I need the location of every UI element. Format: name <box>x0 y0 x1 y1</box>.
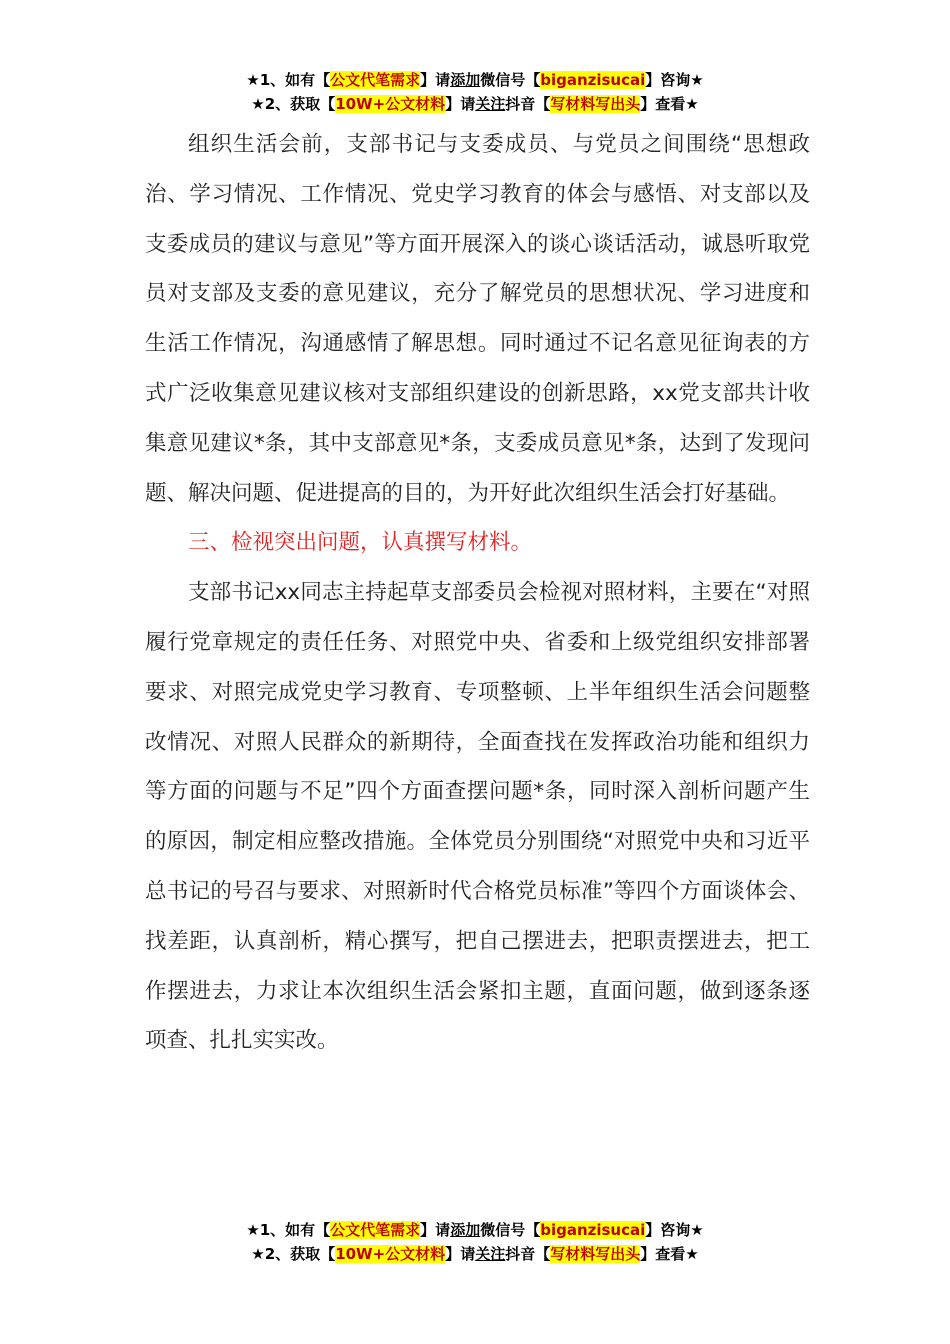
promo-text: 微信号【 <box>480 71 541 89</box>
promo-text: ★2、获取【 <box>251 95 336 113</box>
promo-text: ★1、如有【 <box>246 1221 331 1239</box>
promo-text: ★1、如有【 <box>246 71 331 89</box>
promo-wechat-id: biganzisucai <box>540 71 646 89</box>
promo-line-2 <box>0 1242 950 1266</box>
promo-text: ★2、获取【 <box>251 1245 336 1263</box>
promo-text: 】请 <box>445 1245 476 1263</box>
promo-text: 】请 <box>445 95 476 113</box>
promo-line-1 <box>0 68 950 92</box>
promo-line-1 <box>0 1218 950 1242</box>
promo-highlight: 公文代笔需求 <box>330 71 421 89</box>
promo-text: 】查看★ <box>640 1245 699 1263</box>
promo-underlined: 关注 <box>475 95 506 113</box>
promo-douyin-id: 写材料写出头 <box>550 1245 641 1263</box>
promo-text: 】请 <box>420 1221 451 1239</box>
promo-highlight: 10W+公文材料 <box>335 1245 446 1263</box>
promo-text: 】请 <box>420 71 451 89</box>
promo-text: 抖音【 <box>505 95 551 113</box>
promo-line-2 <box>0 92 950 116</box>
document-body <box>145 120 810 1066</box>
promo-text: 抖音【 <box>505 1245 551 1263</box>
promo-text: 微信号【 <box>480 1221 541 1239</box>
paragraph-pre-meeting-talks: 组织生活会前，支部书记与支委成员、与党员之间围绕“思想政治、学习情况、工作情况、党史学习教育的体会与感悟、对支部以及支委成员的建议与意见”等方面开展深入的谈心谈话活动，诚恳听取党员对支部及支委的意见建议，充分了解党员的思想状况、学习进度和生活工作情况，沟通感情了解思想。同时通过不记名意见征询表的方式广泛收集意见建议核对支部组织建设的创新思路，xx党支部共计收集意见建议*条，其中支部意见*条，支委成员意见*条，达到了发现问题、解决问题、促进提高的目的，为开好此次组织生活会打好基础。 <box>145 132 810 506</box>
promo-highlight: 10W+公文材料 <box>335 95 446 113</box>
promo-text: 】咨询★ <box>645 1221 704 1239</box>
promo-footer <box>0 1218 950 1266</box>
promo-underlined: 添加 <box>450 71 481 89</box>
promo-underlined: 关注 <box>475 1245 506 1263</box>
promo-highlight: 公文代笔需求 <box>330 1221 421 1239</box>
promo-underlined: 添加 <box>450 1221 481 1239</box>
section-heading-3: 三、检视突出问题，认真撰写材料。 <box>188 530 533 556</box>
paragraph-review-materials: 支部书记xx同志主持起草支部委员会检视对照材料，主要在“对照履行党章规定的责任任务、对照党中央、省委和上级党组织安排部署要求、对照完成党史学习教育、专项整顿、上半年组织生活会问题整改情况、对照人民群众的新期待，全面查找在发挥政治功能和组织力等方面的问题与不足”四个方面查摆问题*条，同时深入剖析问题产生的原因，制定相应整改措施。全体党员分别围绕“对照党中央和习近平总书记的号召与要求、对照新时代合格党员标准”等四个方面谈体会、找差距，认真剖析，精心撰写，把自己摆进去，把职责摆进去，把工作摆进去，力求让本次组织生活会紧扣主题，直面问题，做到逐条逐项查、扎扎实实改。 <box>145 580 810 1054</box>
promo-text: 】查看★ <box>640 95 699 113</box>
promo-header <box>0 68 950 116</box>
promo-text: 】咨询★ <box>645 71 704 89</box>
promo-wechat-id: biganzisucai <box>540 1221 646 1239</box>
promo-douyin-id: 写材料写出头 <box>550 95 641 113</box>
